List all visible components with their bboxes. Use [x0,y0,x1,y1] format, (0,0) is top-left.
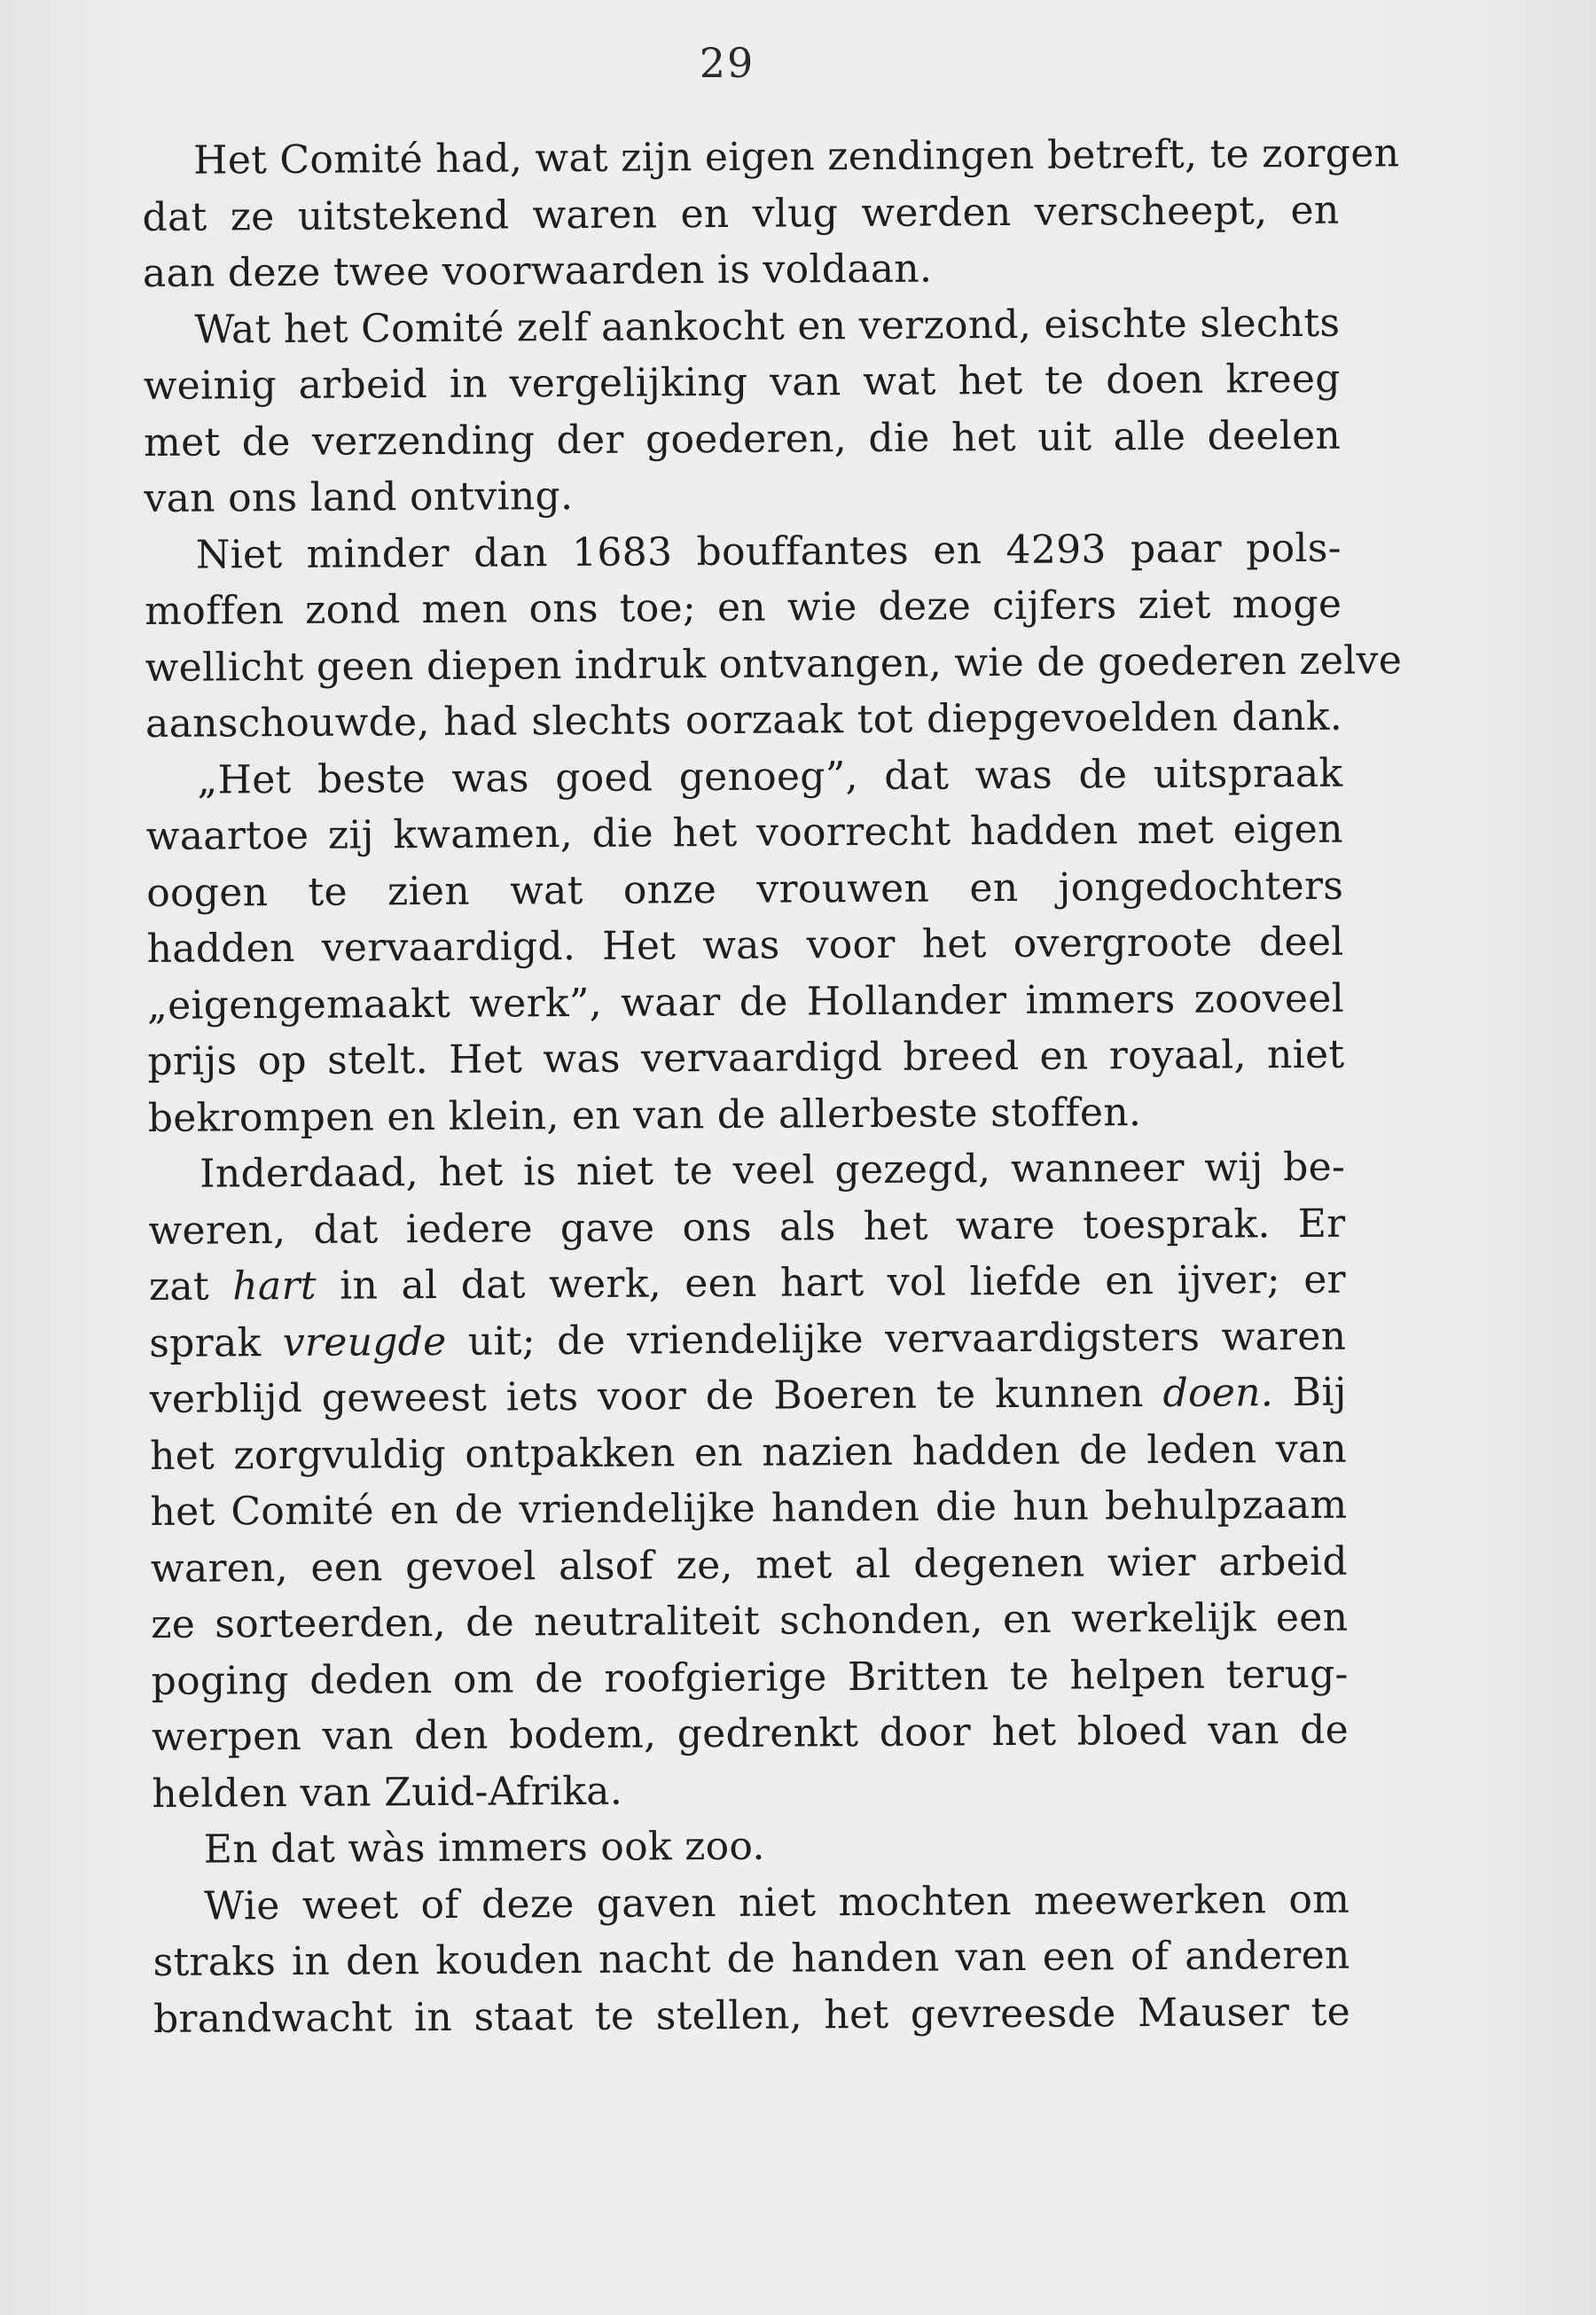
text-line: hadden vervaardigd. Het was voor het overgroote deel [146,919,1344,972]
text-line: „Het beste was goed genoeg”, dat was de uitspraak [197,750,1343,803]
text-line: van ons land ontving. [144,473,574,521]
text-line: ze sorteerden, de neutraliteit schonden, en werkelijk een [151,1594,1349,1647]
text-segment: zat [148,1263,233,1310]
text-segment: uit; de vriendelijke vervaardigsters waren [446,1313,1347,1365]
text-line: weinig arbeid in vergelijking van wat het te doen kreeg [143,356,1341,409]
text-line: Het Comité had, wat zijn eigen zendingen betreft, te zorgen [193,130,1400,184]
text-line: Niet minder dan 1683 bouffantes en 4293 paar pols- [195,525,1342,578]
text-line: moffen zond men ons toe; en wie deze cijfers ziet moge [145,581,1342,634]
text-segment: sprak [149,1319,283,1366]
text-line: het Comité en de vriendelijke handen die hun behulpzaam [150,1482,1348,1535]
text-line: werpen van den bodem, gedrenkt door het bloed van de [151,1707,1350,1760]
text-line: Inderdaad, het is niet te veel gezegd, wanneer wij be- [200,1144,1346,1197]
text-line: dat ze uitstekend waren en vlug werden verscheept, en [142,187,1340,240]
text-line: straks in den kouden nacht de handen van een of anderen [153,1932,1350,1985]
emphasized-word: hart [232,1263,317,1310]
text-line: helden van Zuid-Afrika. [152,1768,623,1817]
text-line: weren, dat iedere gave ons als het ware toesprak. Er [148,1201,1346,1254]
text-line: brandwacht in staat te stellen, het gevreesde Mauser te [153,1989,1351,2042]
text-segment: in al dat werk, een hart vol liefde en ijver; er [316,1256,1347,1309]
text-segment: verblijd geweest iets voor de Boeren te kunnen [149,1370,1163,1422]
text-line: „eigengemaakt werk”, waar de Hollander immers zooveel [146,975,1345,1028]
text-line [150,1365,1347,1428]
text-line: Wie weet of deze gaven niet mochten meewerken om [204,1876,1350,1929]
text-line: bekrompen en klein, en van de allerbeste stoffen. [147,1089,1142,1141]
text-line: het zorgvuldig ontpakken en nazien hadden de leden van [149,1426,1348,1479]
text-line: oogen te zien wat onze vrouwen en jongedochters [146,863,1344,916]
text-line: waren, een gevoel alsof ze, met al degenen wier arbeid [150,1538,1349,1592]
text-line: met de verzending der goederen, die het uit alle deelen [143,412,1342,465]
text-line: waartoe zij kwamen, die het voorrecht hadden met eigen [145,806,1343,859]
text-line: prijs op stelt. Het was vervaardigd breed en royaal, niet [147,1031,1345,1084]
text-line: wellicht geen diepen indruk ontvangen, wie de goederen zelve [145,637,1403,691]
emphasized-word: doen. [1162,1370,1274,1416]
text-line: Wat het Comité zelf aankocht en verzond, eischte slechts [194,300,1341,353]
text-segment: Bij [1272,1369,1347,1416]
body-text [142,126,1403,2047]
emphasized-word: vreugde [282,1318,447,1365]
text-line [149,1308,1346,1372]
text-line: aanschouwde, had slechts oorzaak tot diepgevoelden dank. [145,693,1343,747]
text-line: aan deze twee voorwaarden is voldaan. [142,246,933,296]
text-line: poging deden om de roofgierige Britten te helpen terug- [151,1651,1349,1704]
page-number: 29 [699,39,755,87]
text-line: En dat wàs immers ook zoo. [203,1823,765,1873]
text-line [149,1252,1346,1316]
